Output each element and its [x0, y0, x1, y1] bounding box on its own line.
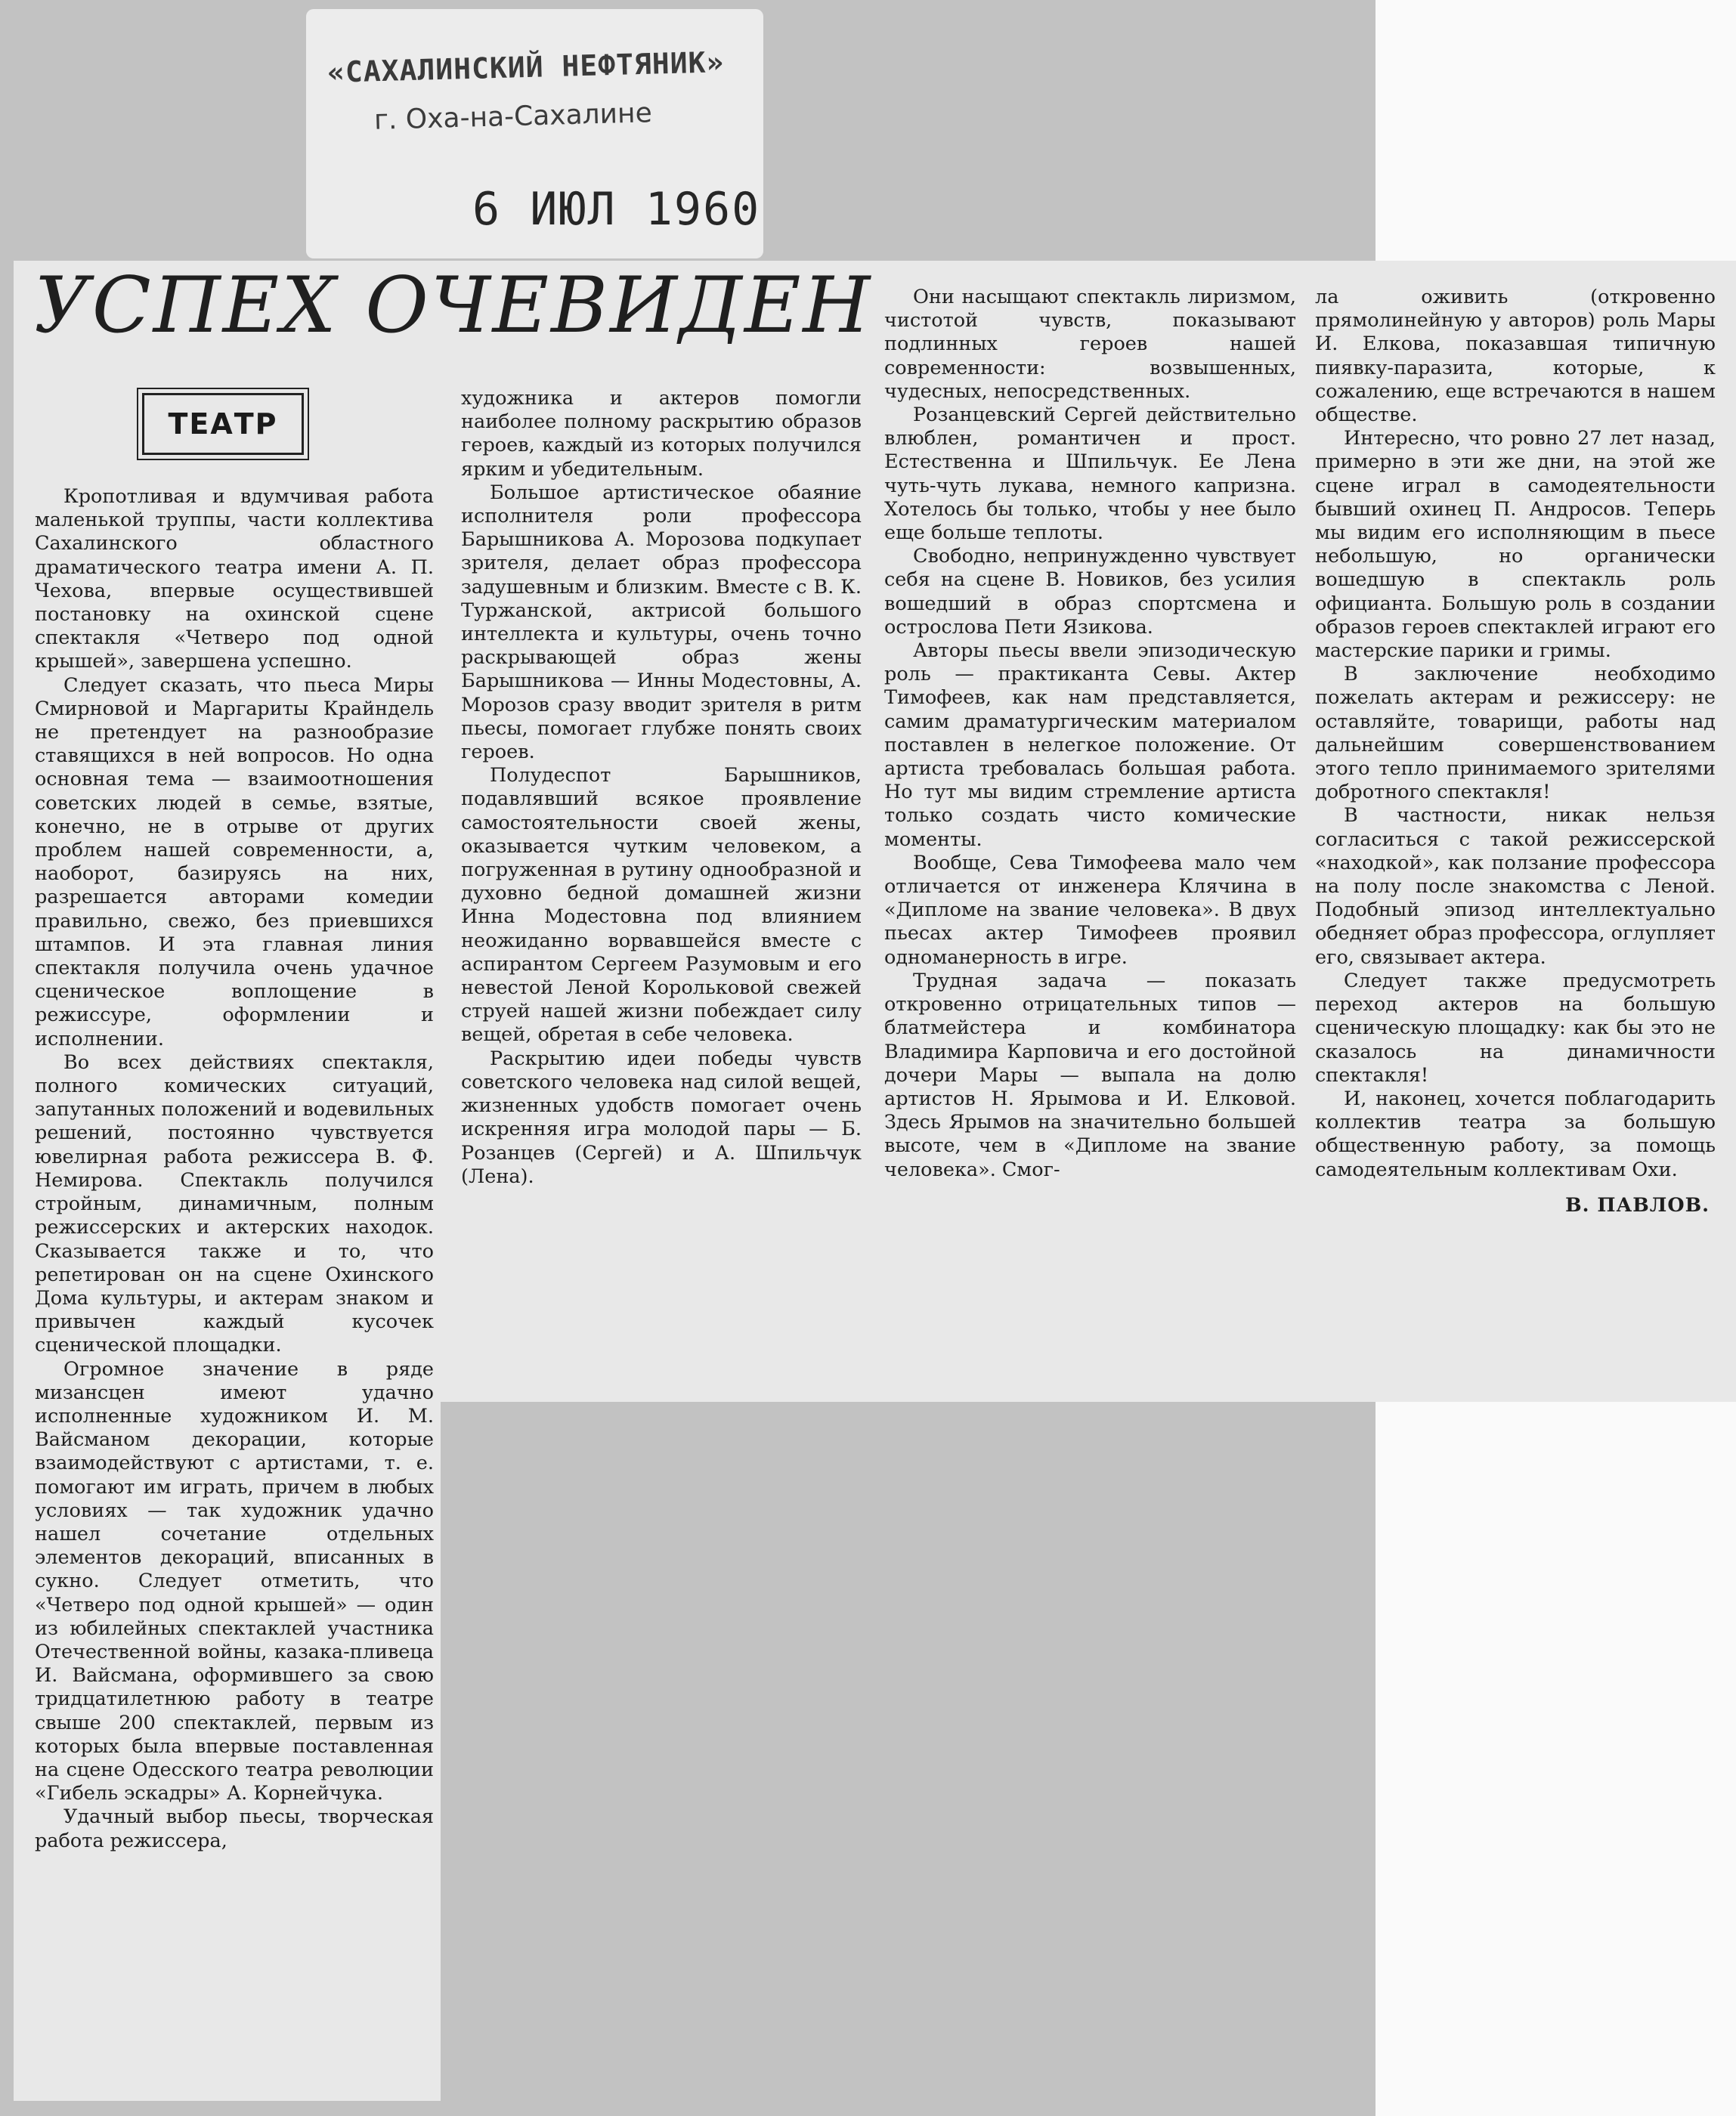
- article-column-1: [35, 485, 434, 1853]
- paragraph: Розанцевский Сергей действительно влюблен, романтичен и прост. Естественна и Шпильчук. Ее Лена чуть-чуть лукава, немного капризна. Хотелось бы только, чтобы у нее было еще больше теплоты.: [884, 404, 1296, 545]
- paragraph: Вообще, Сева Тимофеева мало чем отличается от инженера Клячина в «Дипломе на звание человека». В двух пьесах актер Тимофеев проявил одноманерность в игре.: [884, 851, 1296, 969]
- paragraph: Интересно, что ровно 27 лет назад, примерно в эти же дни, на этой же сцене играл в самодеятельности бывший охинец П. Андросов. Теперь мы видим его исполняющим в пьесе небольшую, но органически вошедшую в спектакль роль официанта. Большую роль в создании образов героев спектаклей играют его мастерские парики и гримы.: [1315, 427, 1716, 663]
- paragraph: Раскрытию идеи победы чувств советского человека над силой вещей, жизненных удобств помогает очень искренняя игра молодой пары — Б. Розанцев (Сергей) и А. Шпильчук (Лена).: [461, 1047, 862, 1188]
- stamp-date: 6 ИЮЛ 1960: [472, 183, 761, 236]
- article-column-4: [1315, 286, 1716, 1217]
- paragraph: ла оживить (откровенно прямолинейную у авторов) роль Мары И. Елкова, показавшая типичную пиявку-паразита, которые, к сожалению, еще встречаются в нашем обществе.: [1315, 286, 1716, 427]
- paragraph: Кропотливая и вдумчивая работа маленькой труппы, части коллектива Сахалинского областного драматического театра имени А. П. Чехова, впервые осуществившей постановку на охинской сцене спектакля «Четверо под одной крышей», завершена успешно.: [35, 485, 434, 673]
- stamp-city: г. Оха-на-Сахалине: [373, 97, 653, 136]
- paragraph: В частности, никак нельзя согласиться с такой режиссерской «находкой», как ползание профессора на полу после знакомства с Леной. Подобный эпизод интеллектуально обедняет образ профессора, оглупляет его, связывает актера.: [1315, 804, 1716, 969]
- paragraph: Свободно, непринужденно чувствует себя на сцене В. Новиков, без усилия вошедший в образ спортсмена и острослова Пети Язикова.: [884, 545, 1296, 639]
- paragraph: художника и актеров помогли наиболее полному раскрытию образов героев, каждый из которых получился ярким и убедительным.: [461, 387, 862, 481]
- paragraph: Большое артистическое обаяние исполнителя роли профессора Барышникова А. Морозова подкупает зрителя, делает образ профессора задушевным и близким. Вместе с В. К. Туржанской, актрисой большого интеллекта и культуры, очень точно раскрывающей образ жены Барышникова — Инны Модестовны, А. Морозов сразу вводит зрителя в ритм пьесы, помогает глубже понять своих героев.: [461, 481, 862, 764]
- author-signature: В. ПАВЛОВ.: [1565, 1193, 1710, 1217]
- stamp-newspaper-name: «САХАЛИНСКИЙ НЕФТЯНИК»: [326, 45, 725, 89]
- paragraph: Они насыщают спектакль лиризмом, чистотой чувств, показывают подлинных героев нашей современности: возвышенных, чудесных, непосредственных.: [884, 286, 1296, 403]
- paragraph: Авторы пьесы ввели эпизодическую роль — практиканта Севы. Актер Тимофеев, как нам представляется, самим драматургическим материалом поставлен в нелегкое положение. От артиста требовалась большая работа. Но тут мы видим стремление артиста только создать чисто комические моменты.: [884, 639, 1296, 851]
- article-column-2: [461, 387, 862, 1189]
- paragraph: Удачный выбор пьесы, творческая работа режиссера,: [35, 1805, 434, 1852]
- paragraph: Следует также предусмотреть переход актеров на большую сценическую площадку: как бы это не сказалось на динамичности спектакля!: [1315, 969, 1716, 1087]
- paragraph: Во всех действиях спектакля, полного комических ситуаций, запутанных положений и водевильных решений, постоянно чувствуется ювелирная работа режиссера В. Ф. Немирова. Спектакль получился стройным, динамичным, полным режиссерских и актерских находок. Сказывается также и то, что репетирован он на сцене Охинского Дома культуры, и актерам знаком и привычен каждый кусочек сценической площадки.: [35, 1050, 434, 1357]
- paragraph: Следует сказать, что пьеса Миры Смирновой и Маргариты Крайндель не претендует на разнообразие ставящихся в ней вопросов. Но одна основная тема — взаимоотношения советских людей в семье, взятые, конечно, не в отрыве от других проблем нашей современности, а, наоборот, базируясь на них, разрешается авторами комедии правильно, свежо, без приевшихся штампов. И эта главная линия спектакля получила очень удачное сценическое воплощение в режиссуре, оформлении и исполнении.: [35, 673, 434, 1050]
- article-column-3: [884, 286, 1296, 1182]
- paragraph: В заключение необходимо пожелать актерам и режиссеру: не оставляйте, товарищи, работы над дальнейшим совершенствованием этого тепло принимаемого зрителями добротного спектакля!: [1315, 663, 1716, 804]
- rubric-label: ТЕАТР: [142, 393, 304, 455]
- article-headline: УСПЕХ ОЧЕВИДЕН: [34, 261, 873, 351]
- paragraph: Полудеспот Барышников, подавлявший всякое проявление самостоятельности своей жены, оказывается чутким человеком, а погруженная в рутину однообразной и духовно бедной домашней жизни Инна Модестовна под влиянием неожиданно ворвавшейся вместе с аспирантом Сергеем Разумовым и его невестой Леной Корольковой свежей струей нашей жизни побеждает силу вещей, обретая в себе человека.: [461, 764, 862, 1047]
- paragraph: Огромное значение в ряде мизансцен имеют удачно исполненные художником И. М. Вайсманом декорации, которые взаимодействуют с артистами, т. е. помогают им играть, причем в любых условиях — так художник удачно нашел сочетание отдельных элементов декораций, вписанных в сукно. Следует отметить, что «Четверо под одной крышей» — один из юбилейных спектаклей участника Отечественной войны, казака-пливеца И. Вайсмана, оформившего за свою тридцатилетнюю работу в театре свыше 200 спектаклей, первым из которых была впервые поставленная на сцене Одесского театра революции «Гибель эскадры» А. Корнейчука.: [35, 1357, 434, 1805]
- paragraph: Трудная задача — показать откровенно отрицательных типов — блатмейстера и комбинатора Владимира Карповича и его достойной дочери Мары — выпала на долю артистов Н. Ярымова и И. Елковой. Здесь Ярымов на значительно большей высоте, чем в «Дипломе на звание человека». Смог-: [884, 969, 1296, 1181]
- paragraph: И, наконец, хочется поблагодарить коллектив театра за большую общественную работу, за помощь самодеятельным коллективам Охи.: [1315, 1087, 1716, 1181]
- newspaper-stamp: [306, 9, 763, 258]
